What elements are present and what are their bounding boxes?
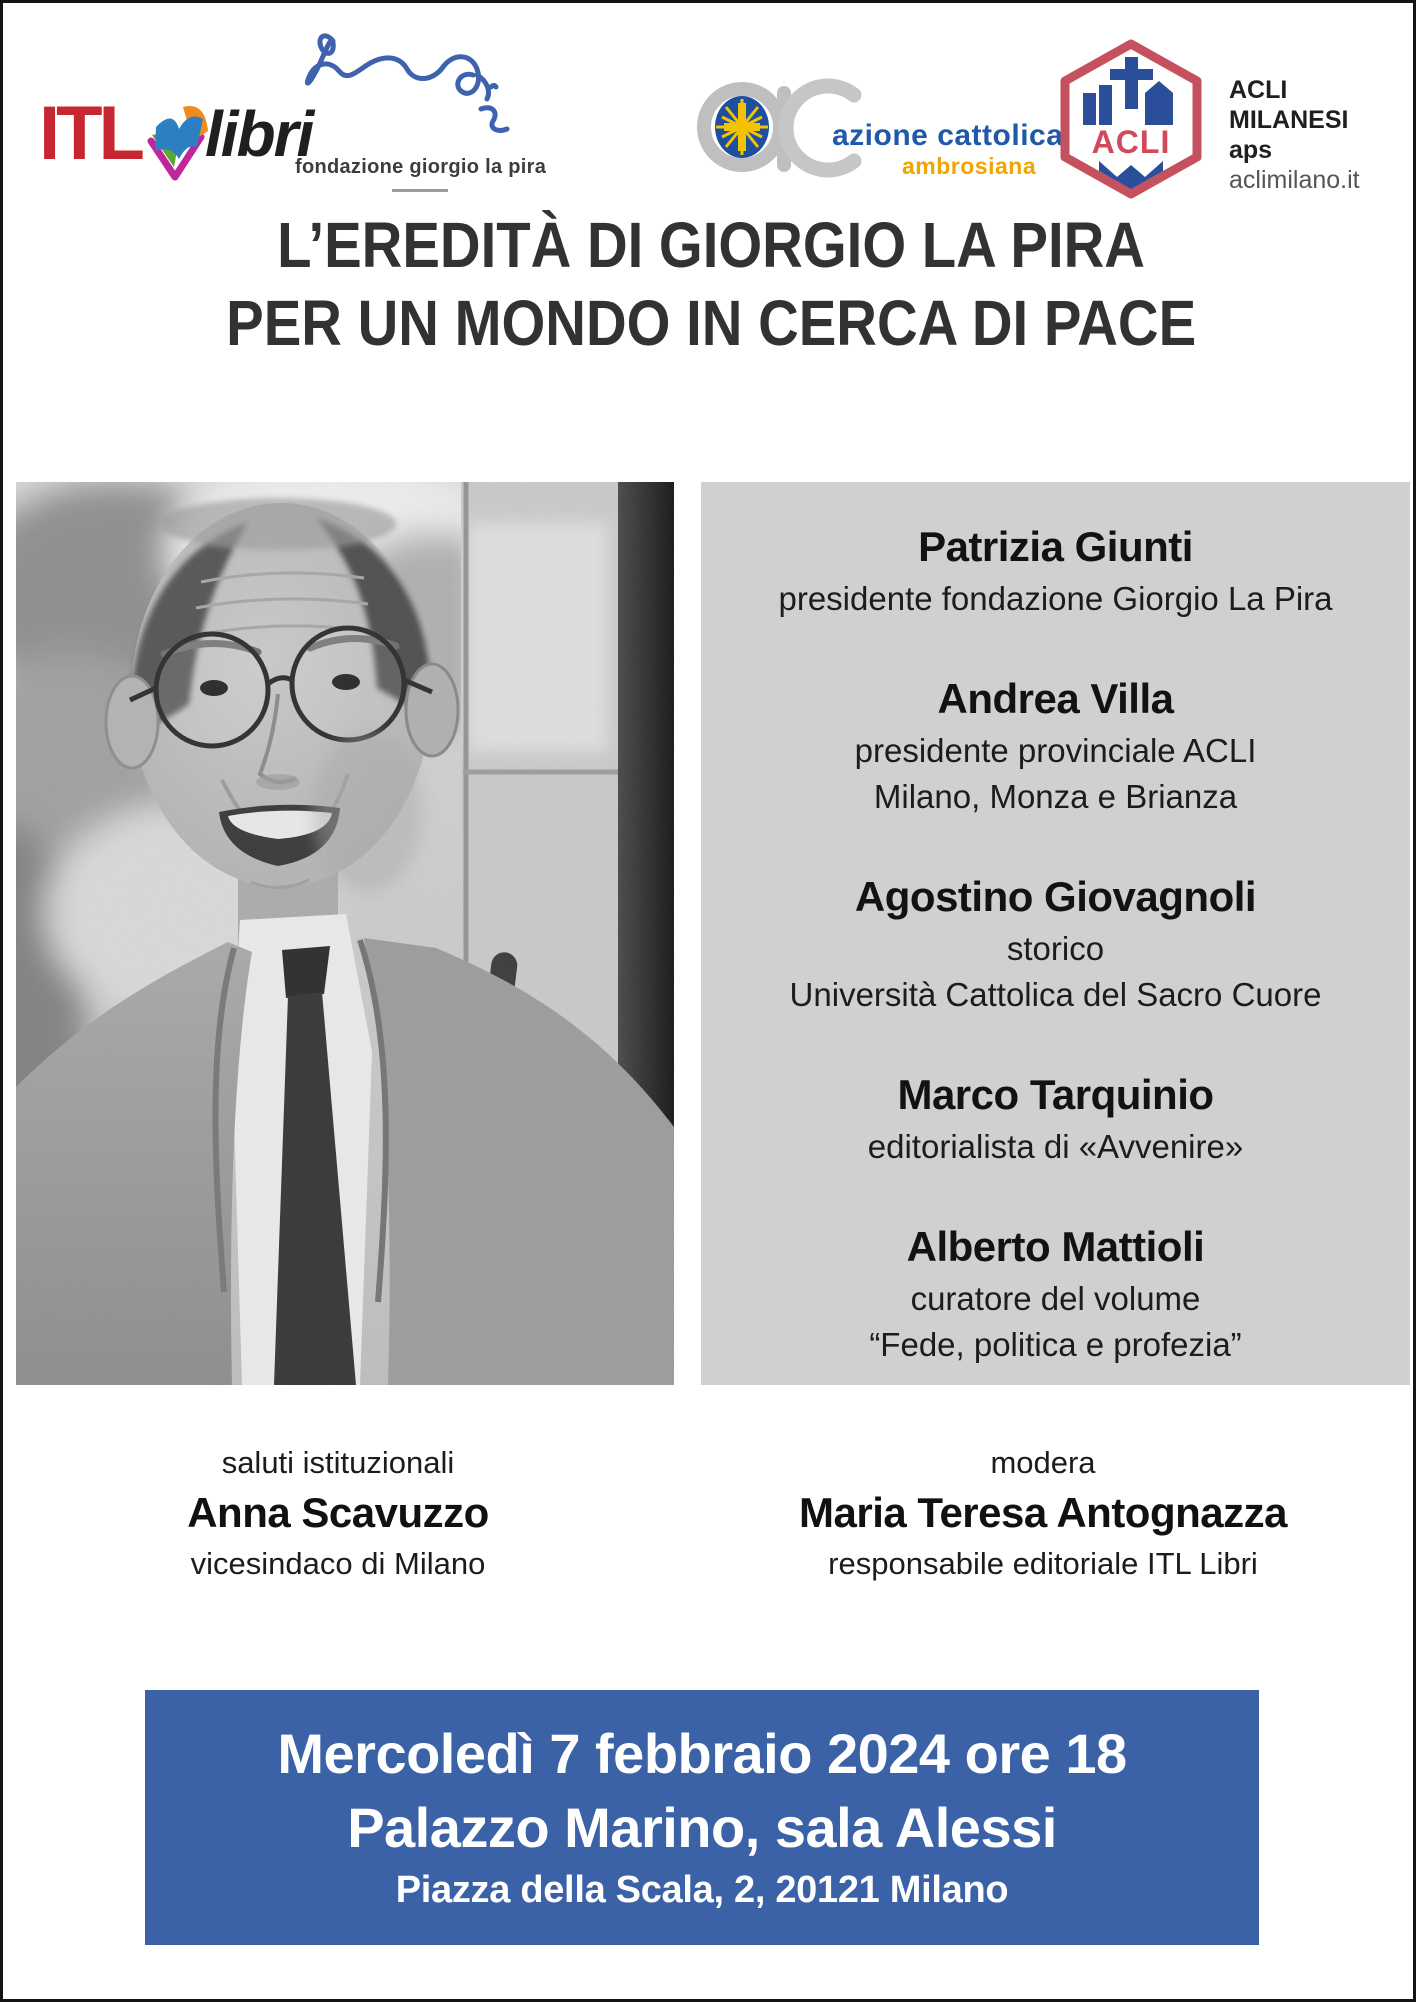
event-banner — [145, 1690, 1259, 1945]
fondazione-caption: fondazione giorgio la pira — [295, 156, 547, 178]
speaker-name: Patrizia Giunti — [918, 523, 1193, 570]
itl-book-icon — [145, 101, 209, 181]
speaker-role: presidente fondazione Giorgio La Pira — [778, 580, 1333, 617]
la-pira-signature-icon — [295, 136, 545, 153]
moderator-role: responsabile editoriale ITL Libri — [828, 1546, 1258, 1581]
speaker-andrea-villa — [855, 670, 1257, 820]
acli-logo — [1049, 39, 1389, 194]
speaker-role: curatore del volume — [910, 1280, 1201, 1317]
giorgio-la-pira-photo — [16, 482, 674, 1385]
event-date-time: Mercoledì 7 febbraio 2024 ore 18 — [277, 1722, 1127, 1785]
moderator-name: Maria Teresa Antognazza — [799, 1489, 1287, 1536]
moderator-label: modera — [990, 1445, 1096, 1480]
speaker-name: Andrea Villa — [937, 675, 1174, 722]
speakers-panel — [701, 482, 1410, 1385]
acli-text-line1: ACLI — [1229, 76, 1288, 104]
title-line-2: PER UN MONDO IN CERCA DI PACE — [225, 287, 1197, 359]
greetings-name: Anna Scavuzzo — [187, 1489, 489, 1536]
event-address: Piazza della Scala, 2, 20121 Milano — [395, 1869, 1009, 1912]
greetings-role: vicesindaco di Milano — [190, 1546, 486, 1581]
speaker-role: storico — [1006, 930, 1105, 967]
fondazione-la-pira-logo — [295, 29, 545, 199]
moderator-block — [733, 1441, 1353, 1587]
speaker-agostino-giovagnoli — [790, 868, 1322, 1018]
azione-cattolica-logo — [696, 69, 1064, 184]
speaker-patrizia-giunti — [778, 518, 1332, 622]
speaker-name: Marco Tarquinio — [897, 1071, 1214, 1118]
acli-website: aclimilano.it — [1229, 166, 1360, 194]
poster-title — [3, 209, 1416, 359]
speaker-role: presidente provinciale ACLI — [854, 732, 1257, 769]
acli-text-line2: MILANESI aps — [1229, 106, 1349, 164]
speaker-marco-tarquinio — [868, 1066, 1243, 1170]
fondazione-underline — [392, 189, 448, 192]
speaker-role: editorialista di «Avvenire» — [867, 1128, 1244, 1165]
libri-logo-text: libri — [204, 97, 313, 170]
speaker-name: Agostino Giovagnoli — [854, 873, 1257, 920]
ambrosiana-text: ambrosiana — [902, 153, 1037, 179]
azione-cattolica-text: azione cattolica — [832, 119, 1064, 152]
event-venue: Palazzo Marino, sala Alessi — [347, 1795, 1057, 1859]
title-line-1: L’EREDITÀ DI GIORGIO LA PIRA — [277, 209, 1145, 281]
itl-logo-text: ITL — [39, 90, 141, 176]
svg-text:ACLI: ACLI — [1091, 124, 1171, 160]
speaker-role: “Fede, politica e profezia” — [869, 1326, 1242, 1363]
acli-hexagon-icon — [1049, 39, 1214, 204]
itl-libri-logo — [39, 71, 313, 196]
speaker-name: Alberto Mattioli — [906, 1223, 1205, 1270]
speaker-alberto-mattioli — [869, 1218, 1241, 1368]
greetings-label: saluti istituzionali — [221, 1445, 455, 1480]
institutional-greetings-block — [138, 1441, 538, 1587]
speaker-role: Milano, Monza e Brianza — [873, 778, 1238, 815]
speaker-role: Università Cattolica del Sacro Cuore — [789, 976, 1322, 1013]
